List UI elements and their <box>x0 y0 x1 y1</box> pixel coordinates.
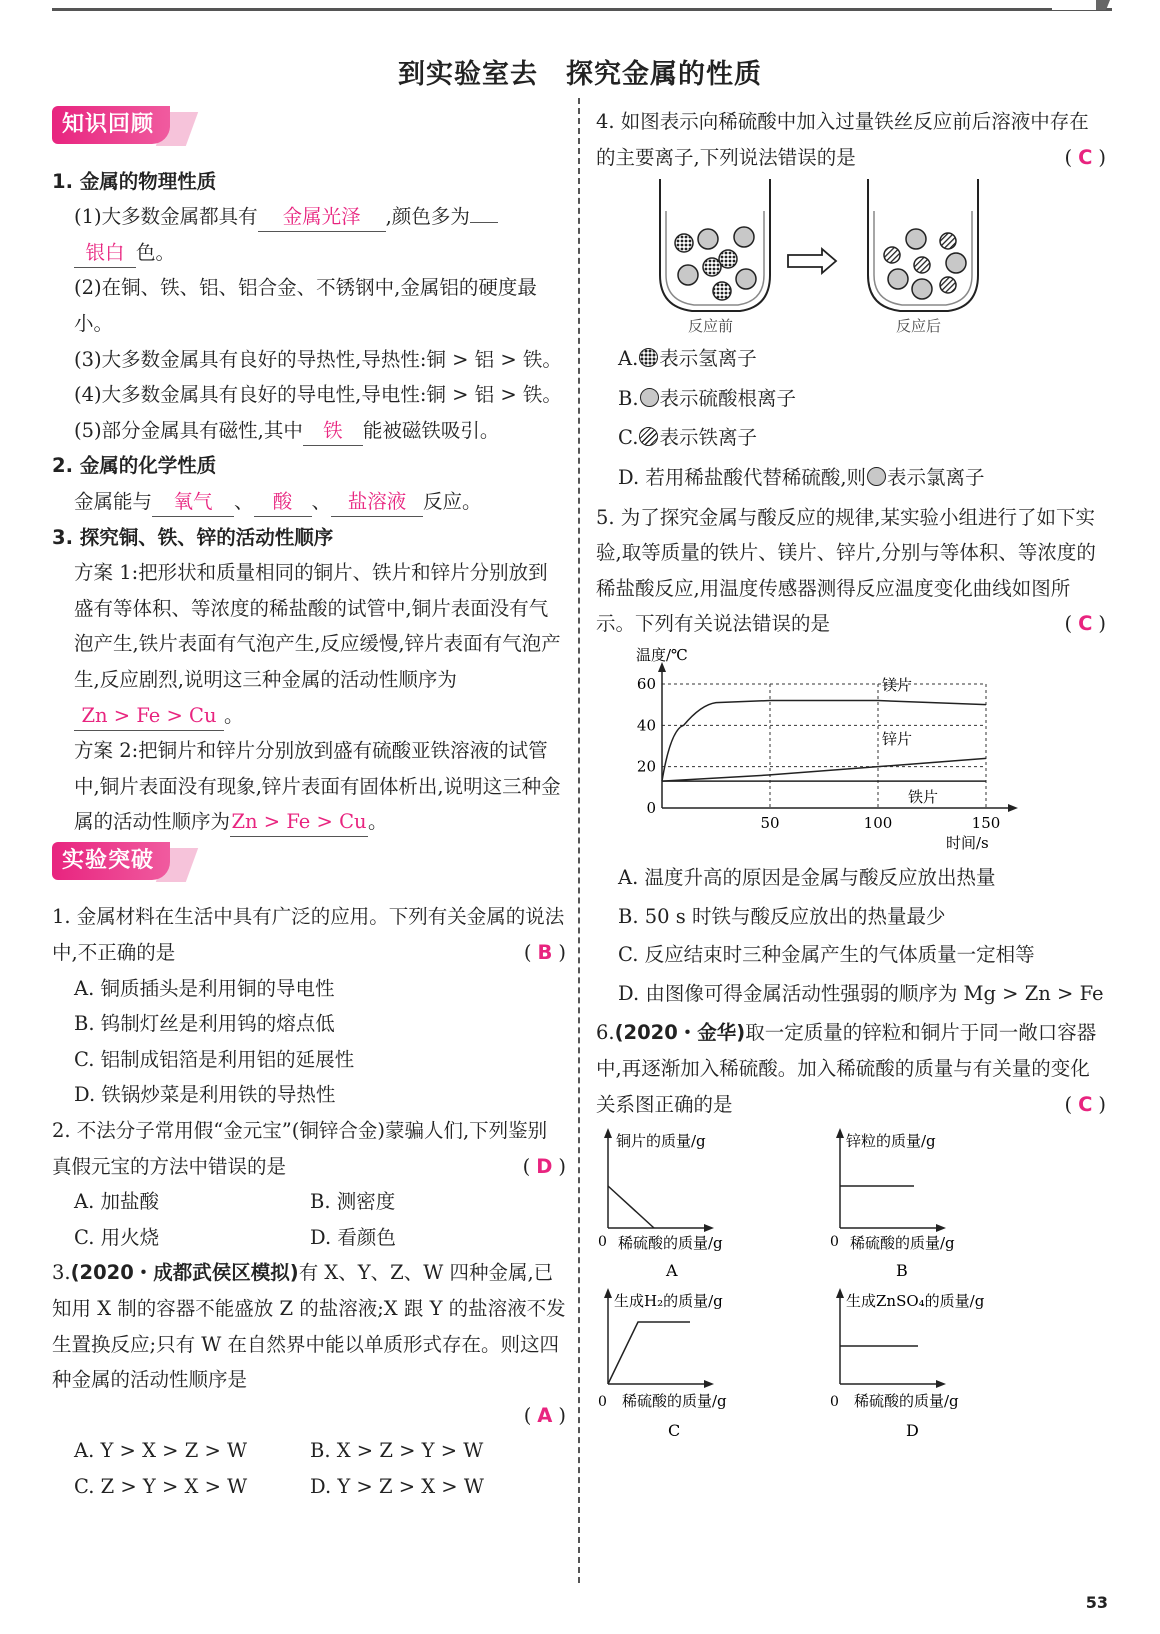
k2-body: 金属能与 氧气 、 酸 、 盐溶液 反应。 <box>52 484 566 520</box>
q4-option-b: B. 表示硫酸根离子 <box>618 386 797 410</box>
page-title: 到实验室去 探究金属的性质 <box>398 59 762 90</box>
arrow-icon <box>788 249 836 273</box>
k1-p2: (2)在铜、铁、铝、铝合金、不锈钢中,金属铝的硬度最小。 <box>74 276 537 335</box>
svg-text:B: B <box>896 1261 908 1281</box>
graph-b <box>830 1128 955 1280</box>
k2-title: 2. 金属的化学性质 <box>52 454 217 478</box>
k1-p3: (3)大多数金属具有良好的导热性,导热性:铜 > 铝 > 铁。 <box>74 347 562 371</box>
e3-option: C. Z > Y > X > W <box>74 1474 248 1498</box>
x-tick-label: 150 <box>971 813 1001 832</box>
y-axis-label: 温度/℃ <box>636 645 688 664</box>
chloride-ion-icon <box>867 467 886 486</box>
graph-c <box>598 1288 727 1440</box>
k3-plan1: 方案 1:把形状和质量相同的铜片、铁片和锌片分别放到盛有等体积、等浓度的稀盐酸的试管中,铜片表面没有气泡产生,铁片表面有气泡产生,反应缓慢,锌片表面有气泡产生,反应剧烈,说明这三种金属的活动性顺序为Zn > Fe > Cu 。 <box>52 555 566 733</box>
e2-option: A. 加盐酸 <box>74 1190 159 1214</box>
x-tick-label: 50 <box>760 813 780 832</box>
e3-option: A. Y > X > Z > W <box>74 1439 248 1463</box>
k3-title: 3. 探究铜、铁、锌的活动性顺序 <box>52 525 334 549</box>
series-label: 镁片 <box>882 675 913 694</box>
svg-text:0: 0 <box>598 1234 607 1251</box>
e1-option: D. 铁锅炒菜是利用铁的导热性 <box>74 1083 336 1107</box>
e3-options-row <box>52 1469 566 1505</box>
e2-option: D. 看颜色 <box>310 1225 396 1249</box>
beaker-before <box>660 179 770 335</box>
column-divider <box>578 98 580 1583</box>
k1-p5: (5)部分金属具有磁性,其中 铁 能被磁铁吸引。 <box>52 413 566 449</box>
svg-text:铜片的质量/g: 铜片的质量/g <box>616 1132 706 1151</box>
beaker-after <box>868 179 978 335</box>
y-tick-label: 60 <box>636 674 656 693</box>
answer-letter: C <box>1078 145 1093 169</box>
x-tick-label: 100 <box>863 813 893 832</box>
k3-plan2: 方案 2:把铜片和锌片分别放到盛有硫酸亚铁溶液的试管中,铜片表面没有现象,锌片表面有固体析出,说明这三种金属的活动性顺序为Zn > Fe > Cu。 <box>52 733 566 840</box>
ion-h <box>703 258 721 276</box>
e2-options-row <box>52 1184 566 1220</box>
page-number: 53 <box>1085 1593 1108 1612</box>
ion-h <box>713 282 731 300</box>
svg-text:反应后: 反应后 <box>896 317 942 336</box>
temperature-chart <box>632 646 1032 856</box>
k1-p1: (1)大多数金属都具有 金属光泽 ,颜色多为 银白 色。 <box>52 199 566 270</box>
q5-option: B. 50 s 时铁与酸反应放出的热量最少 <box>618 904 946 928</box>
svg-text:0: 0 <box>830 1234 839 1251</box>
e2-option: B. 测密度 <box>310 1190 396 1214</box>
source-tag: (2020・成都武侯区模拟) <box>70 1261 299 1285</box>
graph-c-line <box>608 1322 690 1384</box>
q6-graphs <box>596 1128 1076 1444</box>
source-tag: (2020・金华) <box>614 1021 746 1045</box>
svg-text:生成H₂的质量/g: 生成H₂的质量/g <box>614 1292 723 1311</box>
svg-text:稀硫酸的质量/g: 稀硫酸的质量/g <box>622 1392 727 1411</box>
ion-h <box>675 234 693 252</box>
answer-blank: 酸 <box>254 488 312 517</box>
e1-question: 1. 金属材料在生活中具有广泛的应用。下列有关金属的说法中,不正确的是 ( B ) <box>52 905 566 965</box>
y-tick-label: 40 <box>636 716 656 735</box>
e2-option: C. 用火烧 <box>74 1225 160 1249</box>
section-badge-experiment: 实验突破 <box>52 842 192 884</box>
series-label: 铁片 <box>908 787 939 806</box>
answer-letter: C <box>1078 612 1093 636</box>
answer-blank: Zn > Fe > Cu <box>74 702 224 731</box>
series-line-1 <box>662 700 986 781</box>
svg-text:A: A <box>666 1261 678 1281</box>
answer-blank: 铁 <box>303 417 363 446</box>
q4-option-d: D. 若用稀盐酸代替稀硫酸,则 表示氯离子 <box>618 465 985 489</box>
q5-option: D. 由图像可得金属活动性强弱的顺序为 Mg > Zn > Fe <box>618 981 1104 1005</box>
answer-blank: Zn > Fe > Cu <box>230 808 368 837</box>
answer-letter: A <box>537 1403 553 1427</box>
svg-text:0: 0 <box>830 1394 839 1411</box>
e2-question: 2. 不法分子常用假“金元宝”(铜锌合金)蒙骗人们,下列鉴别真假元宝的方法中错误的是 ( D ) <box>52 1119 566 1178</box>
svg-text:D: D <box>906 1421 919 1441</box>
q6-question: 6.(2020・金华)取一定质量的锌粒和铜片于同一敞口容器中,再逐渐加入稀硫酸。加入稀硫酸的质量与有关量的变化关系图正确的是 ( C ) <box>596 1021 1106 1116</box>
answer-blank: 银白 <box>74 239 136 268</box>
brand-logo-icon <box>1052 0 1112 12</box>
svg-text:稀硫酸的质量/g: 稀硫酸的质量/g <box>854 1392 959 1411</box>
q5-question: 5. 为了探究金属与酸反应的规律,某实验小组进行了如下实验,取等质量的铁片、镁片、锌片,分别与等体积、等浓度的稀盐酸反应,用温度传感器测得反应温度变化曲线如图所示。下列有关说法错误的是 ( C ) <box>596 505 1106 636</box>
q5-option: C. 反应结束时三种金属产生的气体质量一定相等 <box>618 943 1035 967</box>
header-rule <box>52 8 1112 11</box>
sulfate-ion-icon <box>640 388 659 407</box>
e3-options-row <box>52 1433 566 1469</box>
hydrogen-ion-icon <box>639 348 658 367</box>
x-axis-label: 时间/s <box>946 833 989 852</box>
q5-option: A. 温度升高的原因是金属与酸反应放出热量 <box>618 865 996 889</box>
q4-option-c: C. 表示铁离子 <box>618 426 757 450</box>
answer-letter: C <box>1078 1092 1093 1116</box>
left-column <box>52 104 566 1505</box>
answer-blank: 盐溶液 <box>331 488 423 517</box>
svg-text:生成ZnSO₄的质量/g: 生成ZnSO₄的质量/g <box>846 1292 985 1311</box>
graph-a <box>598 1128 723 1280</box>
graph-d <box>830 1288 985 1440</box>
ion-so4 <box>678 265 698 285</box>
ion-so4 <box>698 229 718 249</box>
series-label: 锌片 <box>882 729 913 748</box>
e3-option: B. X > Z > Y > W <box>310 1439 484 1463</box>
q4-question: 4. 如图表示向稀硫酸中加入过量铁丝反应前后溶液中存在的主要离子,下列说法错误的是 ( C ) <box>596 110 1106 169</box>
series-line-2 <box>662 758 986 781</box>
y-tick-label: 0 <box>646 798 656 817</box>
k1-p4: (4)大多数金属具有良好的导电性,导电性:铜 > 铝 > 铁。 <box>74 383 562 407</box>
svg-text:稀硫酸的质量/g: 稀硫酸的质量/g <box>850 1234 955 1253</box>
svg-text:反应前: 反应前 <box>688 317 734 336</box>
right-column <box>596 104 1106 1448</box>
section-badge-review: 知识回顾 <box>52 106 192 148</box>
answer-letter: B <box>537 941 553 965</box>
ion-so4 <box>734 227 754 247</box>
e2-options-row <box>52 1220 566 1256</box>
ion-h <box>719 250 737 268</box>
svg-text:C: C <box>668 1421 681 1441</box>
svg-text:0: 0 <box>598 1394 607 1411</box>
x-axis-arrow <box>1008 804 1018 812</box>
answer-letter: D <box>536 1154 553 1178</box>
e1-option: B. 钨制灯丝是利用钨的熔点低 <box>74 1012 335 1036</box>
graph-a-line <box>608 1186 654 1228</box>
e3-option: D. Y > Z > X > W <box>310 1474 484 1498</box>
k1-title: 1. 金属的物理性质 <box>52 169 217 193</box>
svg-text:锌粒的质量/g: 锌粒的质量/g <box>846 1132 936 1151</box>
e3-answer: ( A ) <box>523 1403 566 1427</box>
iron-ion-icon <box>639 427 658 446</box>
e1-option: C. 铝制成铝箔是利用铝的延展性 <box>74 1047 355 1071</box>
ion-so4 <box>736 269 756 289</box>
answer-blank: 氧气 <box>152 488 234 517</box>
q4-option-a: A. 表示氢离子 <box>618 347 757 371</box>
ion-beaker-figure <box>652 179 1052 337</box>
y-tick-label: 20 <box>636 757 656 776</box>
e3-question: 3.(2020・成都武侯区模拟)有 X、Y、Z、W 四种金属,已知用 X 制的容器不能盛放 Z 的盐溶液;X 跟 Y 的盐溶液不发生置换反应;只有 W 在自然界中能以单质形式存在。则这四种金属的活动性顺序是 <box>52 1261 566 1392</box>
e1-option: A. 铜质插头是利用铜的导电性 <box>74 976 335 1000</box>
svg-text:稀硫酸的质量/g: 稀硫酸的质量/g <box>618 1234 723 1253</box>
answer-blank: 金属光泽 <box>258 203 386 232</box>
